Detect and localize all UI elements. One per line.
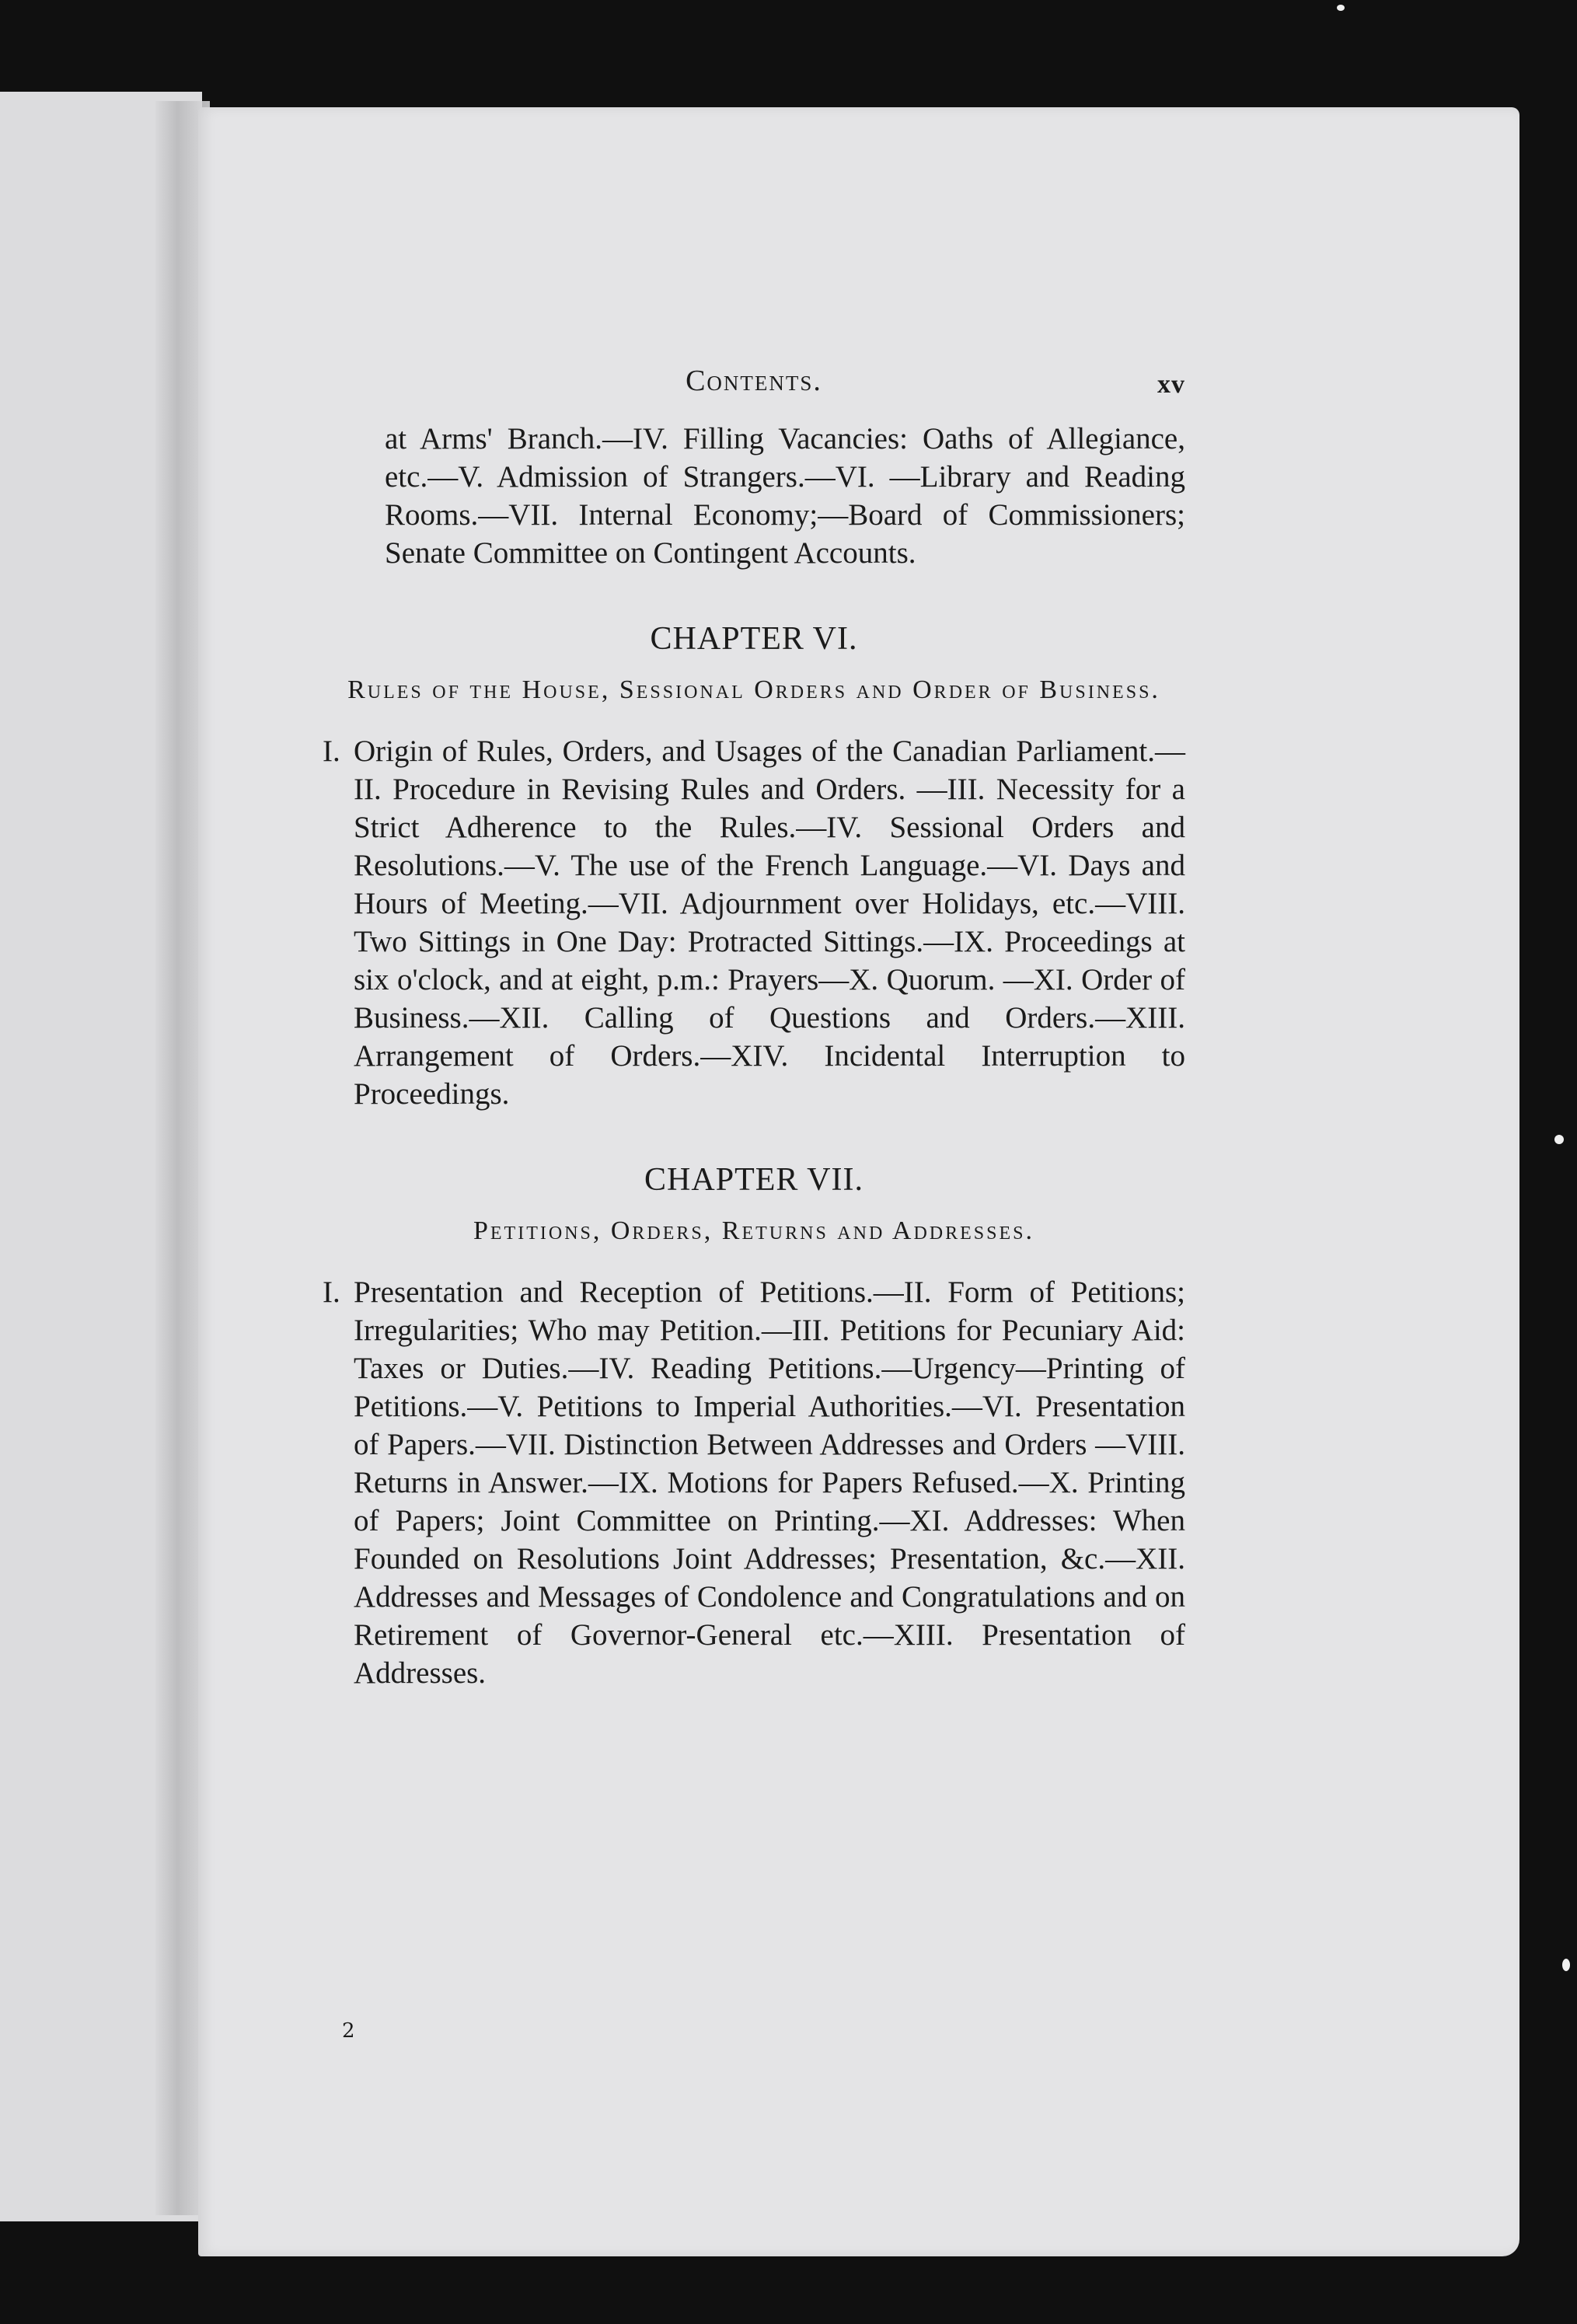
page-number: xv — [1157, 370, 1185, 399]
page-content — [323, 364, 1185, 1692]
speck — [1562, 1959, 1570, 1971]
speck — [1554, 1135, 1564, 1144]
running-head — [323, 364, 1185, 410]
entry-number: I. — [323, 735, 340, 768]
chapter-entry — [323, 1273, 1185, 1692]
document-page — [198, 107, 1519, 2256]
chapter-subtitle: Petitions, Orders, Returns and Addresses. — [473, 1216, 1035, 1245]
chapter-entry — [323, 732, 1185, 1113]
speck — [1337, 5, 1345, 11]
entry-text: Origin of Rules, Orders, and Usages of the Canadian Parliament.—II. Procedure in Revising Rules and Orders. —III. Necessity for a Strict Adherence to the Rules.—IV. Sessional Orders and Resolutions.—V. The use of the French Language.—VI. Days and Hours of Meeting.—VII. Adjournment over Holidays, etc.—VIII. Two Sittings in One Day: Protracted Sittings.—IX. Proceedings at six o'clock, and at eight, p.m.: Prayers—X. Quorum. —XI. Order of Business.—XII. Calling of Questions and Orders.—XIII. Arrangement of Orders.—XIV. Incidental Interruption to Proceedings. — [354, 735, 1185, 1111]
running-title: Contents. — [686, 365, 822, 397]
chapter-title: CHAPTER VII. — [644, 1162, 864, 1198]
continuation-paragraph: at Arms' Branch.—IV. Filling Vacancies: Oaths of Allegiance, etc.—V. Admission of Strangers.—VI. —Library and Reading Rooms.—VII. Internal Economy;—Board of Commissioners; Senate Committee on Contingent Accounts. — [385, 422, 1185, 570]
chapter-title: CHAPTER VI. — [650, 621, 858, 657]
signature-mark: 2 — [342, 2019, 355, 2043]
entry-text: Presentation and Reception of Petitions.—II. Form of Petitions; Irregularities; Who may Petition.—III. Petitions for Pecuniary Aid: Taxes or Duties.—IV. Reading Petitions.—Urgency—Printing of Petitions.—V. Petitions to Imperial Authorities.—VI. Presentation of Papers.—VII. Distinction Between Addresses and Orders —VIII. Returns in Answer.—IX. Motions for Papers Refused.—X. Printing of Papers; Joint Committee on Printing.—XI. Addresses: When Founded on Resolutions Joint Addresses; Presentation, &c.—XII. Addresses and Messages of Condolence and Congratulations and on Retirement of Governor-General etc.—XIII. Presentation of Addresses. — [354, 1275, 1185, 1690]
chapter-section — [323, 620, 1185, 1113]
chapter-section — [323, 1161, 1185, 1692]
entry-number: I. — [323, 1275, 340, 1309]
chapter-subtitle: Rules of the House, Sessional Orders and Order of Business. — [347, 675, 1160, 704]
